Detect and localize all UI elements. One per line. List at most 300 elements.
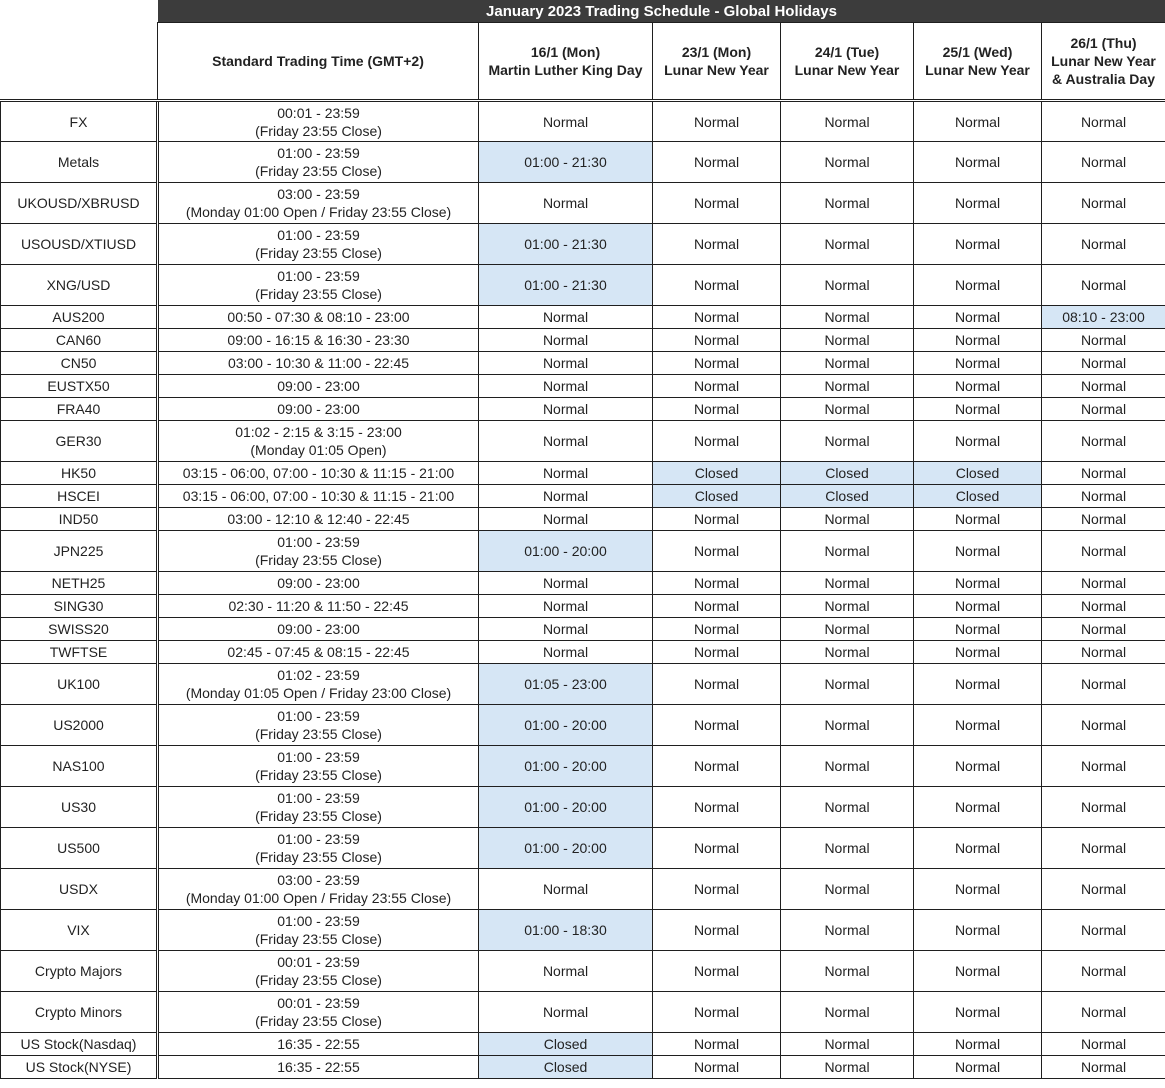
instrument-name: US Stock(NYSE)	[1, 1056, 158, 1079]
holiday-cell-d26: Normal	[1042, 787, 1165, 828]
table-row	[1, 1033, 1165, 1056]
standard-trading-time	[158, 101, 479, 142]
standard-trading-time	[158, 1033, 479, 1056]
holiday-cell-d25: Normal	[914, 142, 1042, 183]
holiday-cell-d26: Normal	[1042, 329, 1165, 352]
holiday-cell-d24: Normal	[781, 531, 914, 572]
instrument-name: GER30	[1, 421, 158, 462]
holiday-cell-d16: 01:00 - 20:00	[479, 746, 653, 787]
holiday-cell-d16: Normal	[479, 641, 653, 664]
trading-time-text: 00:01 - 23:59	[277, 954, 360, 970]
holiday-cell-d24: Normal	[781, 951, 914, 992]
standard-trading-time	[158, 306, 479, 329]
holiday-cell-d26: Normal	[1042, 352, 1165, 375]
instrument-name: AUS200	[1, 306, 158, 329]
header-row	[1, 23, 1165, 101]
standard-trading-time	[158, 224, 479, 265]
trading-time-text: (Friday 23:55 Close)	[255, 767, 382, 783]
holiday-cell-d24: Normal	[781, 101, 914, 142]
table-row	[1, 265, 1165, 306]
instrument-name: JPN225	[1, 531, 158, 572]
holiday-cell-d26: Normal	[1042, 101, 1165, 142]
holiday-cell-d26: Normal	[1042, 869, 1165, 910]
holiday-cell-d24: Normal	[781, 787, 914, 828]
instrument-name: US30	[1, 787, 158, 828]
instrument-name: US2000	[1, 705, 158, 746]
holiday-cell-d26: Normal	[1042, 183, 1165, 224]
instrument-name: SING30	[1, 595, 158, 618]
holiday-cell-d16: 01:00 - 21:30	[479, 142, 653, 183]
table-row	[1, 531, 1165, 572]
holiday-cell-d16: Normal	[479, 375, 653, 398]
holiday-cell-d25: Normal	[914, 641, 1042, 664]
table-row	[1, 951, 1165, 992]
header-16-1	[479, 23, 653, 101]
trading-time-text: 00:50 - 07:30 & 08:10 - 23:00	[227, 309, 410, 325]
instrument-name: IND50	[1, 508, 158, 531]
holiday-cell-d23: Normal	[653, 398, 781, 421]
holiday-cell-d26: Normal	[1042, 508, 1165, 531]
holiday-cell-d16: Normal	[479, 462, 653, 485]
holiday-cell-d26: Normal	[1042, 705, 1165, 746]
table-row	[1, 705, 1165, 746]
holiday-cell-d26: Normal	[1042, 992, 1165, 1033]
standard-trading-time	[158, 828, 479, 869]
table-row	[1, 462, 1165, 485]
holiday-cell-d23: Normal	[653, 531, 781, 572]
standard-trading-time	[158, 787, 479, 828]
header-text: 26/1 (Thu)	[1070, 35, 1137, 51]
header-23-1	[653, 23, 781, 101]
holiday-cell-d24: Normal	[781, 828, 914, 869]
holiday-cell-d25: Normal	[914, 787, 1042, 828]
holiday-cell-d23: Normal	[653, 746, 781, 787]
header-text: Lunar New Year	[664, 62, 769, 78]
holiday-cell-d16: Normal	[479, 485, 653, 508]
holiday-cell-d24: Closed	[781, 485, 914, 508]
standard-trading-time	[158, 1056, 479, 1079]
standard-trading-time	[158, 531, 479, 572]
holiday-cell-d26: Normal	[1042, 951, 1165, 992]
holiday-cell-d24: Normal	[781, 183, 914, 224]
holiday-cell-d16: Normal	[479, 101, 653, 142]
table-row	[1, 869, 1165, 910]
holiday-cell-d26: Normal	[1042, 618, 1165, 641]
standard-trading-time	[158, 595, 479, 618]
header-text: Standard Trading Time (GMT+2)	[212, 53, 424, 69]
standard-trading-time	[158, 462, 479, 485]
instrument-name: UKOUSD/XBRUSD	[1, 183, 158, 224]
holiday-cell-d25: Normal	[914, 992, 1042, 1033]
trading-time-text: (Monday 01:05 Open / Friday 23:00 Close)	[185, 685, 452, 701]
table-row	[1, 183, 1165, 224]
holiday-cell-d26: Normal	[1042, 485, 1165, 508]
holiday-cell-d23: Normal	[653, 869, 781, 910]
standard-trading-time	[158, 352, 479, 375]
holiday-cell-d16: 01:00 - 20:00	[479, 531, 653, 572]
holiday-cell-d24: Normal	[781, 664, 914, 705]
holiday-cell-d23: Normal	[653, 352, 781, 375]
table-row	[1, 421, 1165, 462]
instrument-name: US Stock(Nasdaq)	[1, 1033, 158, 1056]
holiday-cell-d25: Normal	[914, 664, 1042, 705]
trading-time-text: 01:00 - 23:59	[277, 831, 360, 847]
trading-time-text: 09:00 - 16:15 & 16:30 - 23:30	[227, 332, 410, 348]
holiday-cell-d23: Normal	[653, 183, 781, 224]
holiday-cell-d24: Normal	[781, 265, 914, 306]
standard-trading-time	[158, 869, 479, 910]
holiday-cell-d23: Normal	[653, 951, 781, 992]
holiday-cell-d23: Normal	[653, 787, 781, 828]
holiday-cell-d25: Normal	[914, 265, 1042, 306]
holiday-cell-d16: Closed	[479, 1033, 653, 1056]
table-row	[1, 306, 1165, 329]
instrument-name: EUSTX50	[1, 375, 158, 398]
holiday-cell-d16: Normal	[479, 951, 653, 992]
holiday-cell-d25: Normal	[914, 398, 1042, 421]
standard-trading-time	[158, 910, 479, 951]
table-row	[1, 595, 1165, 618]
standard-trading-time	[158, 641, 479, 664]
standard-trading-time	[158, 664, 479, 705]
instrument-name: Crypto Minors	[1, 992, 158, 1033]
table-row	[1, 992, 1165, 1033]
holiday-cell-d23: Normal	[653, 265, 781, 306]
holiday-cell-d16: 01:05 - 23:00	[479, 664, 653, 705]
instrument-name: TWFTSE	[1, 641, 158, 664]
trading-time-text: (Monday 01:05 Open)	[250, 442, 387, 458]
holiday-cell-d25: Normal	[914, 828, 1042, 869]
instrument-name: SWISS20	[1, 618, 158, 641]
holiday-cell-d24: Normal	[781, 705, 914, 746]
holiday-cell-d16: 01:00 - 18:30	[479, 910, 653, 951]
schedule-table	[0, 22, 1165, 1079]
holiday-cell-d25: Normal	[914, 951, 1042, 992]
trading-time-text: 01:00 - 23:59	[277, 145, 360, 161]
trading-time-text: (Friday 23:55 Close)	[255, 286, 382, 302]
holiday-cell-d25: Normal	[914, 508, 1042, 531]
header-text: 24/1 (Tue)	[814, 44, 880, 60]
holiday-cell-d26: Normal	[1042, 910, 1165, 951]
holiday-cell-d25: Normal	[914, 572, 1042, 595]
holiday-cell-d23: Normal	[653, 992, 781, 1033]
holiday-cell-d26: Normal	[1042, 421, 1165, 462]
holiday-cell-d25: Normal	[914, 101, 1042, 142]
holiday-cell-d24: Normal	[781, 1056, 914, 1079]
trading-time-text: 01:00 - 23:59	[277, 227, 360, 243]
holiday-cell-d26: Normal	[1042, 265, 1165, 306]
holiday-cell-d25: Normal	[914, 183, 1042, 224]
holiday-cell-d26: Normal	[1042, 572, 1165, 595]
header-text: 23/1 (Mon)	[681, 44, 752, 60]
trading-time-text: (Friday 23:55 Close)	[255, 808, 382, 824]
holiday-cell-d26: Normal	[1042, 142, 1165, 183]
trading-time-text: (Friday 23:55 Close)	[255, 552, 382, 568]
holiday-cell-d24: Normal	[781, 572, 914, 595]
instrument-name: CN50	[1, 352, 158, 375]
instrument-name: VIX	[1, 910, 158, 951]
holiday-cell-d25: Normal	[914, 421, 1042, 462]
trading-time-text: 09:00 - 23:00	[277, 575, 360, 591]
table-row	[1, 329, 1165, 352]
holiday-cell-d24: Normal	[781, 641, 914, 664]
header-text: & Australia Day	[1052, 71, 1155, 87]
instrument-name: HK50	[1, 462, 158, 485]
table-row	[1, 398, 1165, 421]
standard-trading-time	[158, 618, 479, 641]
trading-time-text: (Monday 01:00 Open / Friday 23:55 Close)	[185, 204, 452, 220]
instrument-name: FRA40	[1, 398, 158, 421]
table-row	[1, 787, 1165, 828]
trading-time-text: 03:15 - 06:00, 07:00 - 10:30 & 11:15 - 21:00	[182, 488, 455, 504]
table-row	[1, 572, 1165, 595]
standard-trading-time	[158, 508, 479, 531]
holiday-cell-d24: Normal	[781, 224, 914, 265]
holiday-cell-d26: 08:10 - 23:00	[1042, 306, 1165, 329]
holiday-cell-d24: Normal	[781, 992, 914, 1033]
table-row	[1, 485, 1165, 508]
table-row	[1, 508, 1165, 531]
holiday-cell-d16: 01:00 - 20:00	[479, 828, 653, 869]
trading-time-text: 00:01 - 23:59	[277, 104, 360, 121]
holiday-cell-d26: Normal	[1042, 224, 1165, 265]
header-text: Martin Luther King Day	[488, 62, 643, 78]
header-24-1	[781, 23, 914, 101]
holiday-cell-d26: Normal	[1042, 398, 1165, 421]
holiday-cell-d23: Normal	[653, 595, 781, 618]
standard-trading-time	[158, 329, 479, 352]
holiday-cell-d24: Closed	[781, 462, 914, 485]
holiday-cell-d23: Normal	[653, 329, 781, 352]
holiday-cell-d25: Normal	[914, 375, 1042, 398]
holiday-cell-d16: Closed	[479, 1056, 653, 1079]
holiday-cell-d25: Normal	[914, 531, 1042, 572]
holiday-cell-d24: Normal	[781, 306, 914, 329]
trading-time-text: (Friday 23:55 Close)	[255, 122, 382, 139]
instrument-name: USOUSD/XTIUSD	[1, 224, 158, 265]
standard-trading-time	[158, 705, 479, 746]
standard-trading-time	[158, 485, 479, 508]
header-standard-time	[158, 23, 479, 101]
holiday-cell-d24: Normal	[781, 508, 914, 531]
table-row	[1, 828, 1165, 869]
page-title: January 2023 Trading Schedule - Global Holidays	[158, 0, 1165, 22]
holiday-cell-d24: Normal	[781, 618, 914, 641]
table-row	[1, 352, 1165, 375]
table-row	[1, 664, 1165, 705]
trading-time-text: 01:00 - 23:59	[277, 534, 360, 550]
trading-time-text: 16:35 - 22:55	[277, 1036, 360, 1052]
standard-trading-time	[158, 572, 479, 595]
holiday-cell-d23: Normal	[653, 910, 781, 951]
table-row	[1, 101, 1165, 142]
holiday-cell-d26: Normal	[1042, 664, 1165, 705]
header-text: Lunar New Year	[925, 62, 1030, 78]
trading-time-text: 01:00 - 23:59	[277, 790, 360, 806]
trading-time-text: 01:00 - 23:59	[277, 268, 360, 284]
holiday-cell-d16: Normal	[479, 572, 653, 595]
instrument-name: FX	[1, 101, 158, 142]
holiday-cell-d16: Normal	[479, 421, 653, 462]
holiday-cell-d23: Normal	[653, 828, 781, 869]
holiday-cell-d25: Normal	[914, 352, 1042, 375]
holiday-cell-d25: Normal	[914, 1056, 1042, 1079]
holiday-cell-d23: Normal	[653, 101, 781, 142]
holiday-cell-d23: Normal	[653, 1056, 781, 1079]
holiday-cell-d16: Normal	[479, 398, 653, 421]
holiday-cell-d24: Normal	[781, 352, 914, 375]
table-row	[1, 618, 1165, 641]
instrument-name: NAS100	[1, 746, 158, 787]
header-text: 25/1 (Wed)	[942, 44, 1013, 60]
instrument-name: Metals	[1, 142, 158, 183]
standard-trading-time	[158, 142, 479, 183]
trading-time-text: 02:30 - 11:20 & 11:50 - 22:45	[228, 598, 409, 614]
holiday-cell-d16: 01:00 - 20:00	[479, 787, 653, 828]
holiday-cell-d16: Normal	[479, 306, 653, 329]
standard-trading-time	[158, 992, 479, 1033]
header-corner	[1, 23, 158, 101]
trading-time-text: 00:01 - 23:59	[277, 995, 360, 1011]
title-left-spacer	[0, 0, 156, 22]
holiday-cell-d24: Normal	[781, 746, 914, 787]
table-row	[1, 1056, 1165, 1079]
trading-time-text: 03:00 - 12:10 & 12:40 - 22:45	[227, 511, 410, 527]
holiday-cell-d25: Normal	[914, 306, 1042, 329]
holiday-cell-d25: Normal	[914, 746, 1042, 787]
holiday-cell-d23: Closed	[653, 485, 781, 508]
table-body	[1, 101, 1165, 1079]
holiday-cell-d25: Closed	[914, 485, 1042, 508]
holiday-cell-d16: Normal	[479, 595, 653, 618]
holiday-cell-d24: Normal	[781, 910, 914, 951]
holiday-cell-d23: Normal	[653, 508, 781, 531]
holiday-cell-d26: Normal	[1042, 1033, 1165, 1056]
instrument-name: UK100	[1, 664, 158, 705]
instrument-name: US500	[1, 828, 158, 869]
instrument-name: Crypto Majors	[1, 951, 158, 992]
holiday-cell-d25: Normal	[914, 869, 1042, 910]
holiday-cell-d23: Normal	[653, 421, 781, 462]
holiday-cell-d24: Normal	[781, 329, 914, 352]
holiday-cell-d23: Normal	[653, 705, 781, 746]
holiday-cell-d16: Normal	[479, 869, 653, 910]
trading-time-text: (Friday 23:55 Close)	[255, 972, 382, 988]
holiday-cell-d23: Normal	[653, 306, 781, 329]
trading-time-text: (Friday 23:55 Close)	[255, 163, 382, 179]
holiday-cell-d24: Normal	[781, 142, 914, 183]
holiday-cell-d16: Normal	[479, 352, 653, 375]
holiday-cell-d16: Normal	[479, 508, 653, 531]
header-text: 16/1 (Mon)	[530, 44, 601, 60]
holiday-cell-d16: 01:00 - 20:00	[479, 705, 653, 746]
holiday-cell-d24: Normal	[781, 869, 914, 910]
holiday-cell-d16: 01:00 - 21:30	[479, 224, 653, 265]
holiday-cell-d23: Normal	[653, 664, 781, 705]
trading-time-text: (Monday 01:00 Open / Friday 23:55 Close)	[185, 890, 452, 906]
header-text: Lunar New Year	[1051, 53, 1156, 69]
trading-time-text: 01:00 - 23:59	[277, 749, 360, 765]
holiday-cell-d24: Normal	[781, 421, 914, 462]
trading-time-text: 16:35 - 22:55	[277, 1059, 360, 1075]
standard-trading-time	[158, 265, 479, 306]
holiday-cell-d24: Normal	[781, 398, 914, 421]
holiday-cell-d23: Normal	[653, 572, 781, 595]
instrument-name: CAN60	[1, 329, 158, 352]
instrument-name: NETH25	[1, 572, 158, 595]
holiday-cell-d16: Normal	[479, 329, 653, 352]
holiday-cell-d25: Normal	[914, 595, 1042, 618]
holiday-cell-d25: Normal	[914, 329, 1042, 352]
trading-time-text: (Friday 23:55 Close)	[255, 245, 382, 261]
trading-time-text: 03:00 - 10:30 & 11:00 - 22:45	[227, 355, 410, 371]
holiday-cell-d16: 01:00 - 21:30	[479, 265, 653, 306]
standard-trading-time	[158, 421, 479, 462]
holiday-cell-d16: Normal	[479, 618, 653, 641]
instrument-name: HSCEI	[1, 485, 158, 508]
header-25-1	[914, 23, 1042, 101]
trading-time-text: 03:15 - 06:00, 07:00 - 10:30 & 11:15 - 21:00	[182, 465, 455, 481]
holiday-cell-d23: Normal	[653, 1033, 781, 1056]
holiday-cell-d23: Normal	[653, 618, 781, 641]
holiday-cell-d23: Normal	[653, 375, 781, 398]
holiday-cell-d16: Normal	[479, 183, 653, 224]
holiday-cell-d23: Normal	[653, 224, 781, 265]
header-26-1	[1042, 23, 1165, 101]
holiday-cell-d25: Closed	[914, 462, 1042, 485]
trading-time-text: 01:02 - 23:59	[277, 667, 360, 683]
holiday-cell-d23: Closed	[653, 462, 781, 485]
trading-time-text: 09:00 - 23:00	[277, 378, 360, 394]
trading-time-text: (Friday 23:55 Close)	[255, 726, 382, 742]
holiday-cell-d26: Normal	[1042, 375, 1165, 398]
instrument-name: USDX	[1, 869, 158, 910]
trading-time-text: (Friday 23:55 Close)	[255, 1013, 382, 1029]
standard-trading-time	[158, 183, 479, 224]
holiday-cell-d26: Normal	[1042, 641, 1165, 664]
trading-time-text: (Friday 23:55 Close)	[255, 849, 382, 865]
table-row	[1, 224, 1165, 265]
holiday-cell-d25: Normal	[914, 705, 1042, 746]
table-row	[1, 375, 1165, 398]
trading-time-text: (Friday 23:55 Close)	[255, 931, 382, 947]
header-text: Lunar New Year	[794, 62, 900, 78]
trading-time-text: 02:45 - 07:45 & 08:15 - 22:45	[227, 644, 410, 660]
holiday-cell-d25: Normal	[914, 618, 1042, 641]
standard-trading-time	[158, 375, 479, 398]
standard-trading-time	[158, 951, 479, 992]
table-row	[1, 142, 1165, 183]
holiday-cell-d23: Normal	[653, 641, 781, 664]
trading-time-text: 01:00 - 23:59	[277, 913, 360, 929]
holiday-cell-d23: Normal	[653, 142, 781, 183]
holiday-cell-d25: Normal	[914, 910, 1042, 951]
trading-time-text: 01:02 - 2:15 & 3:15 - 23:00	[235, 424, 402, 440]
instrument-name: XNG/USD	[1, 265, 158, 306]
table-header	[1, 23, 1165, 101]
trading-time-text: 09:00 - 23:00	[277, 621, 360, 637]
table-row	[1, 641, 1165, 664]
holiday-cell-d26: Normal	[1042, 1056, 1165, 1079]
holiday-cell-d26: Normal	[1042, 828, 1165, 869]
holiday-cell-d24: Normal	[781, 1033, 914, 1056]
holiday-cell-d25: Normal	[914, 224, 1042, 265]
trading-time-text: 09:00 - 23:00	[277, 401, 360, 417]
holiday-cell-d24: Normal	[781, 375, 914, 398]
holiday-cell-d26: Normal	[1042, 746, 1165, 787]
standard-trading-time	[158, 398, 479, 421]
holiday-cell-d16: Normal	[479, 992, 653, 1033]
